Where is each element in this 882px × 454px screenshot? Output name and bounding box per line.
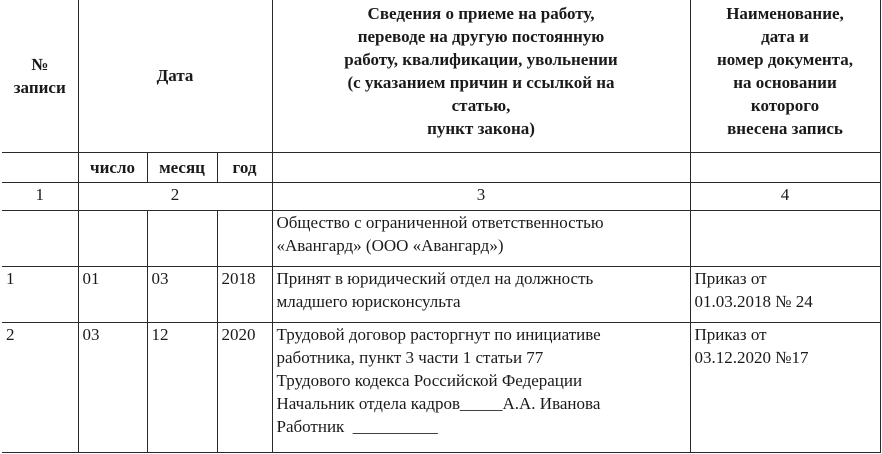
info-line: младшего юрисконсульта	[276, 291, 461, 311]
header-row	[2, 0, 880, 152]
info-header-line: (с указанием причин и ссылкой на	[347, 73, 615, 92]
column-number: 2	[78, 182, 272, 210]
day-cell: 03	[78, 322, 147, 452]
year-subheader: год	[217, 152, 272, 182]
record-number-cell: 2	[2, 322, 78, 452]
month-cell	[147, 210, 217, 266]
document-header	[690, 0, 880, 152]
day-subheader: число	[78, 152, 147, 182]
month-cell: 03	[147, 266, 217, 322]
info-line: Общество с ограниченной ответственностью	[276, 212, 604, 232]
document-header-line: номер документа,	[717, 50, 853, 69]
day-cell: 01	[78, 266, 147, 322]
table-row	[2, 266, 880, 322]
info-header-line: Сведения о приеме на работу,	[367, 4, 595, 23]
document-cell	[690, 322, 880, 452]
month-cell: 12	[147, 322, 217, 452]
column-number: 3	[272, 182, 690, 210]
info-line: Трудового кодекса Российской Федерации	[276, 370, 583, 390]
empty-subheader-cell	[690, 152, 880, 182]
column-number: 4	[690, 182, 880, 210]
date-header: Дата	[78, 0, 272, 152]
document-line: Приказ от	[694, 268, 767, 288]
empty-subheader-cell	[2, 152, 78, 182]
month-subheader: месяц	[147, 152, 217, 182]
document-line: 03.12.2020 №17	[694, 347, 809, 367]
document-header-line: Наименование,	[726, 4, 844, 23]
document-header-line: внесена запись	[727, 119, 843, 138]
record-number-cell	[2, 210, 78, 266]
info-header-line: работу, квалификации, увольнении	[344, 50, 618, 69]
info-line: Принят в юридический отдел на должность	[276, 268, 594, 288]
record-number-header-line: записи	[13, 77, 66, 97]
info-cell	[272, 322, 690, 452]
date-subheader-row	[2, 152, 880, 182]
year-cell: 2018	[217, 266, 272, 322]
info-header-line: статью,	[451, 96, 511, 115]
signature-line: Начальник отдела кадров_____А.А. Иванова	[276, 393, 601, 413]
table-row	[2, 210, 880, 266]
table-row	[2, 322, 880, 452]
info-line: Трудовой договор расторгнут по инициативе	[276, 324, 601, 344]
info-header-line: переводе на другую постоянную	[357, 27, 605, 46]
document-cell	[690, 266, 880, 322]
day-cell	[78, 210, 147, 266]
document-line: 01.03.2018 № 24	[694, 291, 813, 311]
document-cell	[690, 210, 880, 266]
year-cell	[217, 210, 272, 266]
info-line: «Авангард» (ООО «Авангард»)	[276, 235, 504, 255]
document-header-line: на основании	[733, 73, 837, 92]
info-header	[272, 0, 690, 152]
record-number-cell: 1	[2, 266, 78, 322]
signature-line: Работник __________	[276, 416, 438, 436]
record-number-header-line: №	[31, 54, 49, 74]
column-number-row	[2, 182, 880, 210]
document-header-line: дата и	[761, 27, 809, 46]
document-line: Приказ от	[694, 324, 767, 344]
info-cell	[272, 210, 690, 266]
column-number: 1	[2, 182, 78, 210]
record-number-header	[2, 0, 78, 152]
info-header-line: пункт закона)	[427, 119, 535, 138]
document-header-line: которого	[750, 96, 820, 115]
empty-subheader-cell	[272, 152, 690, 182]
info-cell	[272, 266, 690, 322]
year-cell: 2020	[217, 322, 272, 452]
info-line: работника, пункт 3 части 1 статьи 77	[276, 347, 544, 367]
employment-record-table	[2, 0, 881, 453]
